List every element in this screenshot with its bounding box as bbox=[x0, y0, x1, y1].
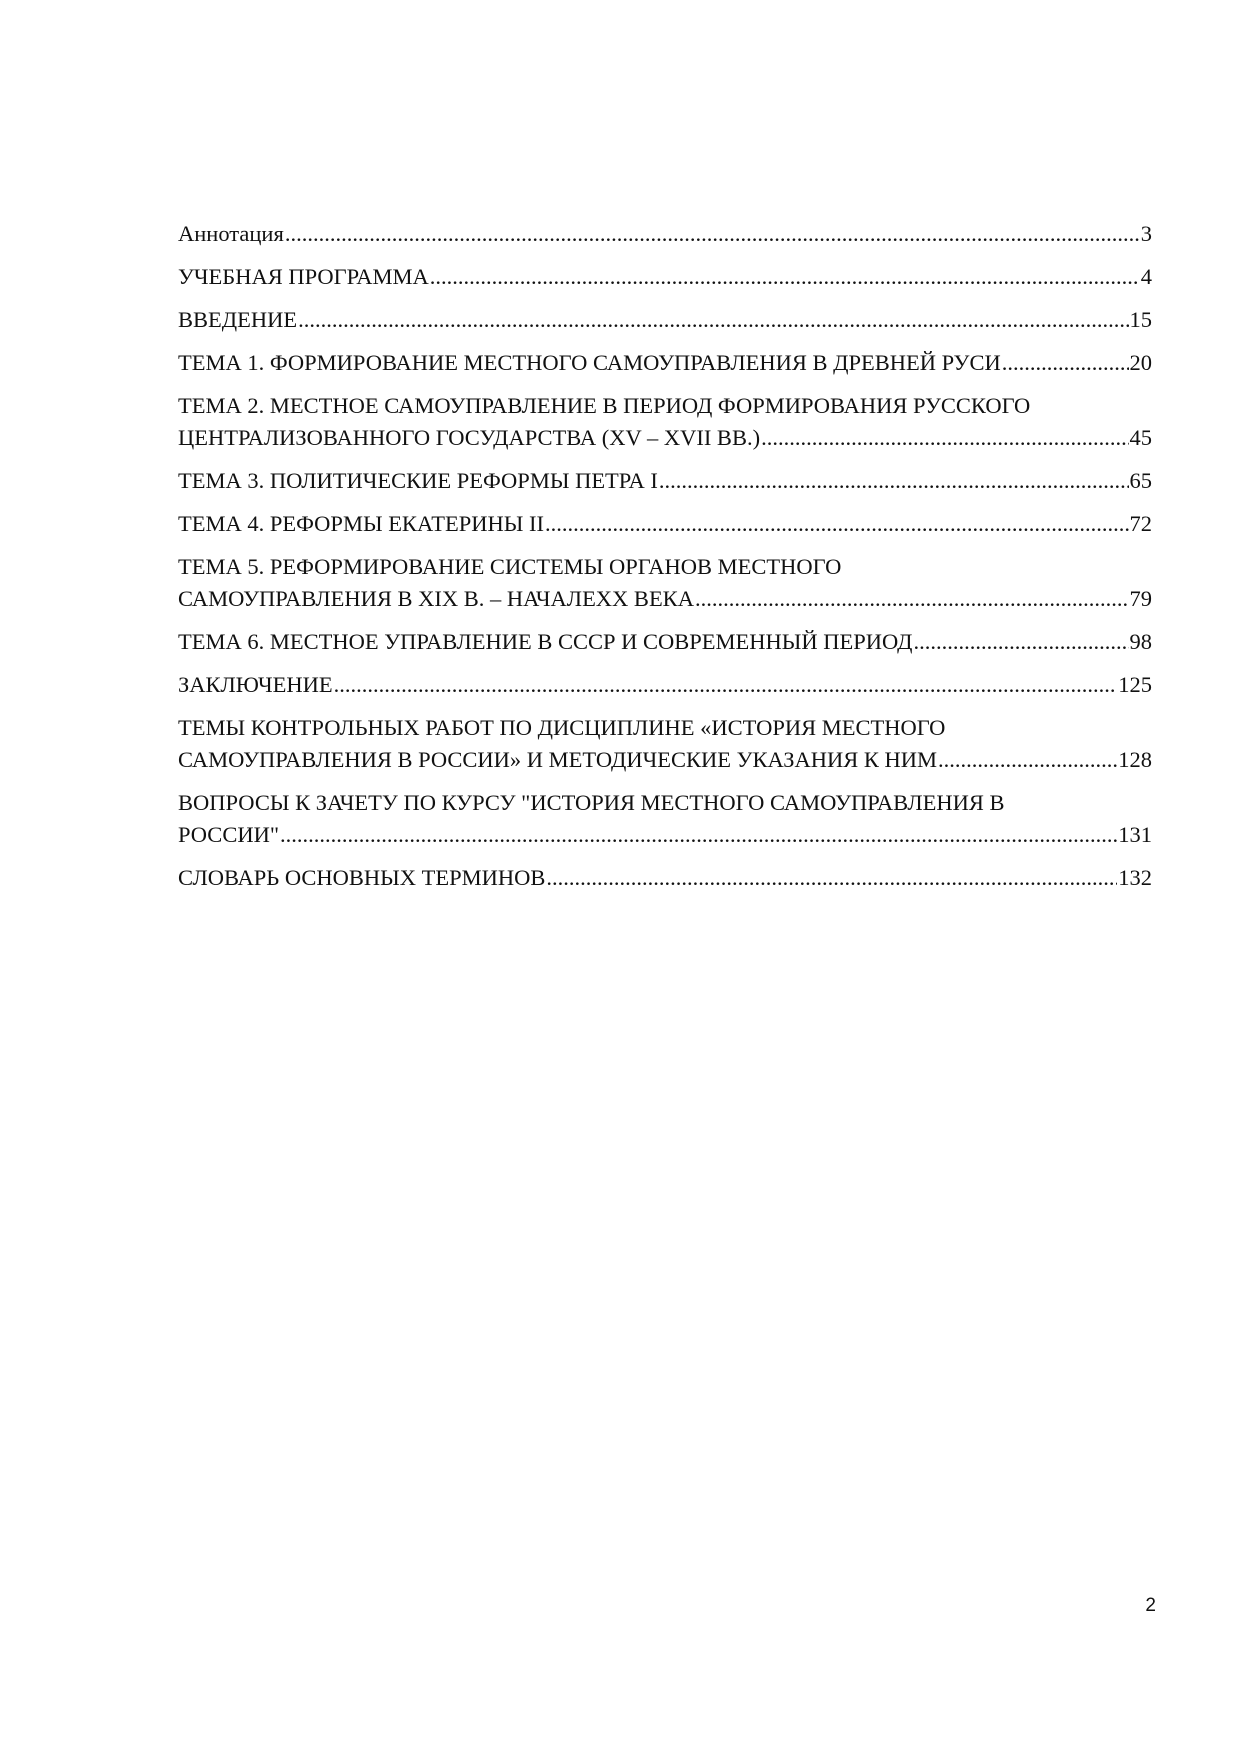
toc-entry-page: 4 bbox=[1140, 264, 1152, 289]
toc-entry-row bbox=[178, 422, 1152, 454]
toc-entry-title-line: ТЕМА 5. РЕФОРМИРОВАНИЕ СИСТЕМЫ ОРГАНОВ МЕСТНОГО bbox=[178, 554, 842, 579]
toc-entry-title: ТЕМА 4. РЕФОРМЫ ЕКАТЕРИНЫ II bbox=[178, 511, 544, 536]
dot-leader bbox=[761, 422, 1128, 454]
dot-leader bbox=[659, 465, 1129, 497]
toc-entry-row bbox=[178, 744, 1152, 776]
dot-leader bbox=[285, 218, 1140, 250]
toc-entry-title: САМОУПРАВЛЕНИЯ В XIX В. – НАЧАЛЕXX ВЕКА bbox=[178, 586, 694, 611]
toc-entry-title: Аннотация bbox=[178, 221, 284, 246]
toc-entry-title: ЦЕНТРАЛИЗОВАННОГО ГОСУДАРСТВА (XV – XVII ВВ.) bbox=[178, 425, 761, 450]
table-of-contents bbox=[178, 218, 1152, 905]
toc-entry-row bbox=[178, 347, 1152, 379]
toc-entry[interactable] bbox=[178, 626, 1152, 658]
toc-entry-title: ТЕМА 3. ПОЛИТИЧЕСКИЕ РЕФОРМЫ ПЕТРА I bbox=[178, 468, 658, 493]
dot-leader bbox=[546, 862, 1117, 894]
toc-entry[interactable] bbox=[178, 862, 1152, 894]
dot-leader bbox=[913, 626, 1128, 658]
dot-leader bbox=[545, 508, 1129, 540]
toc-entry[interactable] bbox=[178, 390, 1152, 454]
page-number: 2 bbox=[1145, 1595, 1156, 1616]
dot-leader bbox=[298, 304, 1128, 336]
toc-entry-row bbox=[178, 304, 1152, 336]
toc-entry[interactable] bbox=[178, 787, 1152, 851]
toc-entry-title: САМОУПРАВЛЕНИЯ В РОССИИ» И МЕТОДИЧЕСКИЕ УКАЗАНИЯ К НИМ bbox=[178, 747, 938, 772]
dot-leader bbox=[695, 583, 1129, 615]
toc-entry[interactable] bbox=[178, 508, 1152, 540]
toc-entry-title: ЗАКЛЮЧЕНИЕ bbox=[178, 672, 333, 697]
toc-entry[interactable] bbox=[178, 712, 1152, 776]
toc-entry-page: 20 bbox=[1129, 350, 1152, 375]
dot-leader bbox=[334, 669, 1118, 701]
toc-entry-title: ТЕМА 1. ФОРМИРОВАНИЕ МЕСТНОГО САМОУПРАВЛЕНИЯ В ДРЕВНЕЙ РУСИ bbox=[178, 350, 1001, 375]
toc-entry-row bbox=[178, 508, 1152, 540]
toc-entry-page: 128 bbox=[1118, 747, 1152, 772]
toc-entry[interactable] bbox=[178, 465, 1152, 497]
toc-entry-page: 15 bbox=[1129, 307, 1152, 332]
toc-entry-row bbox=[178, 862, 1152, 894]
toc-entry[interactable] bbox=[178, 551, 1152, 615]
toc-entry-page: 65 bbox=[1129, 468, 1152, 493]
toc-entry-page: 3 bbox=[1140, 221, 1152, 246]
toc-entry-page: 131 bbox=[1118, 822, 1152, 847]
toc-entry-title: ВВЕДЕНИЕ bbox=[178, 307, 298, 332]
toc-entry-page: 72 bbox=[1129, 511, 1152, 536]
toc-entry-title: РОССИИ" bbox=[178, 822, 280, 847]
toc-entry-row bbox=[178, 261, 1152, 293]
toc-entry-title: СЛОВАРЬ ОСНОВНЫХ ТЕРМИНОВ bbox=[178, 865, 546, 890]
dot-leader bbox=[430, 261, 1140, 293]
toc-entry-page: 125 bbox=[1118, 672, 1152, 697]
toc-entry-page: 45 bbox=[1129, 425, 1152, 450]
toc-entry[interactable] bbox=[178, 261, 1152, 293]
dot-leader bbox=[1002, 347, 1129, 379]
toc-entry-title-line: ВОПРОСЫ К ЗАЧЕТУ ПО КУРСУ "ИСТОРИЯ МЕСТНОГО САМОУПРАВЛЕНИЯ В bbox=[178, 790, 1005, 815]
toc-entry-page: 79 bbox=[1129, 586, 1152, 611]
toc-entry-title: ТЕМА 6. МЕСТНОЕ УПРАВЛЕНИЕ В СССР И СОВРЕМЕННЫЙ ПЕРИОД bbox=[178, 629, 913, 654]
toc-entry-row bbox=[178, 626, 1152, 658]
toc-entry-row bbox=[178, 218, 1152, 250]
toc-entry-title-line: ТЕМА 2. МЕСТНОЕ САМОУПРАВЛЕНИЕ В ПЕРИОД ФОРМИРОВАНИЯ РУССКОГО bbox=[178, 393, 1031, 418]
toc-entry[interactable] bbox=[178, 347, 1152, 379]
toc-entry-row bbox=[178, 465, 1152, 497]
toc-entry-title-line: ТЕМЫ КОНТРОЛЬНЫХ РАБОТ ПО ДИСЦИПЛИНЕ «ИСТОРИЯ МЕСТНОГО bbox=[178, 715, 946, 740]
toc-entry-page: 98 bbox=[1129, 629, 1152, 654]
toc-entry-row bbox=[178, 669, 1152, 701]
dot-leader bbox=[938, 744, 1117, 776]
toc-entry[interactable] bbox=[178, 669, 1152, 701]
toc-entry-title: УЧЕБНАЯ ПРОГРАММА bbox=[178, 264, 429, 289]
toc-entry-page: 132 bbox=[1118, 865, 1152, 890]
toc-entry[interactable] bbox=[178, 304, 1152, 336]
toc-entry-row bbox=[178, 819, 1152, 851]
toc-entry-row bbox=[178, 583, 1152, 615]
dot-leader bbox=[280, 819, 1117, 851]
toc-entry[interactable] bbox=[178, 218, 1152, 250]
